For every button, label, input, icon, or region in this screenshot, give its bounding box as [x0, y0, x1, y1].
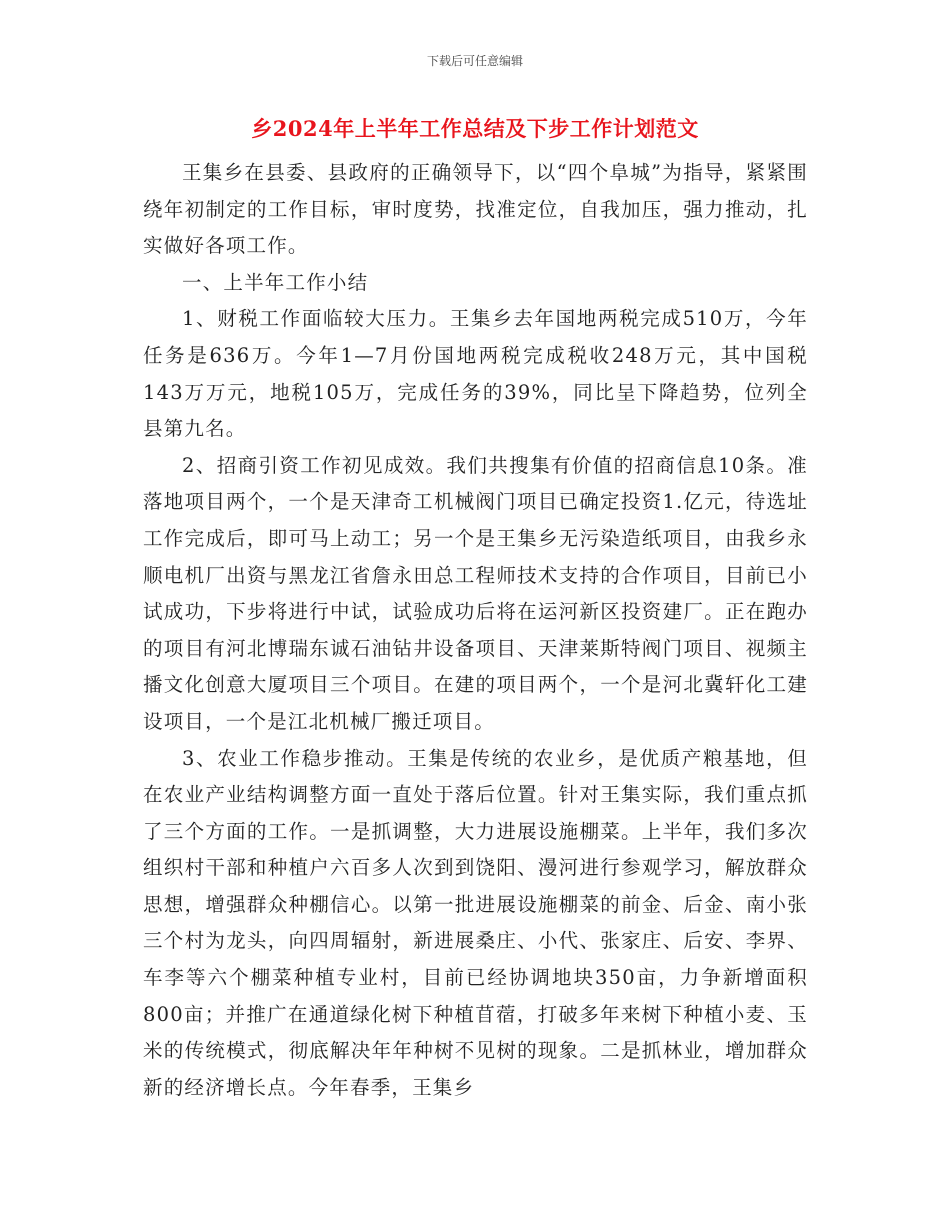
document-body — [143, 155, 808, 1106]
document-title: 乡2024年上半年工作总结及下步工作计划范文 — [251, 116, 699, 141]
page-header: 下载后可任意编辑 — [426, 54, 523, 68]
section-heading: 一、上半年工作小结 — [182, 270, 369, 294]
paragraph-agriculture: 3、农业工作稳步推动。王集是传统的农业乡，是优质产粮基地，但在农业产业结构调整方面一直处于落后位置。针对王集实际，我们重点抓了三个方面的工作。一是抓调整，大力进展设施棚菜。上半年，我们多次组织村干部和种植户六百多人次到到饶阳、漫河进行参观学习，解放群众思想，增强群众种棚信心。以第一批进展设施棚菜的前金、后金、南小张三个村为龙头，向四周辐射，新进展桑庄、小代、张家庄、后安、李界、车李等六个棚菜种植专业村，目前已经协调地块350亩，力争新增面积800亩；并推广在通道绿化树下种植苜蓿，打破多年来树下种植小麦、玉米的传统模式，彻底解决年年种树不见树的现象。二是抓林业，增加群众新的经济增长点。今年春季，王集乡 — [143, 746, 808, 1099]
paragraph-finance: 1、财税工作面临较大压力。王集乡去年国地两税完成510万，今年任务是636万。今年1—7月份国地两税完成税收248万元，其中国税143万万元，地税105万，完成任务的39%，同比呈下降趋势，位列全县第九名。 — [143, 307, 808, 441]
paragraph-intro: 王集乡在县委、县政府的正确领导下，以“四个阜城”为指导，紧紧围绕年初制定的工作目标，审时度势，找准定位，自我加压，强力推动，扎实做好各项工作。 — [143, 161, 808, 258]
paragraph-investment: 2、招商引资工作初见成效。我们共搜集有价值的招商信息10条。准落地项目两个，一个是天津奇工机械阀门项目已确定投资1.亿元，待选址工作完成后，即可马上动工；另一个是王集乡无污染造纸项目，由我乡永顺电机厂出资与黑龙江省詹永田总工程师技术支持的合作项目，目前已小试成功，下步将进行中试，试验成功后将在运河新区投资建厂。正在跑办的项目有河北博瑞东诚石油钻井设备项目、天津莱斯特阀门项目、视频主播文化创意大厦项目三个项目。在建的项目两个，一个是河北冀轩化工建设项目，一个是江北机械厂搬迁项目。 — [143, 453, 808, 733]
